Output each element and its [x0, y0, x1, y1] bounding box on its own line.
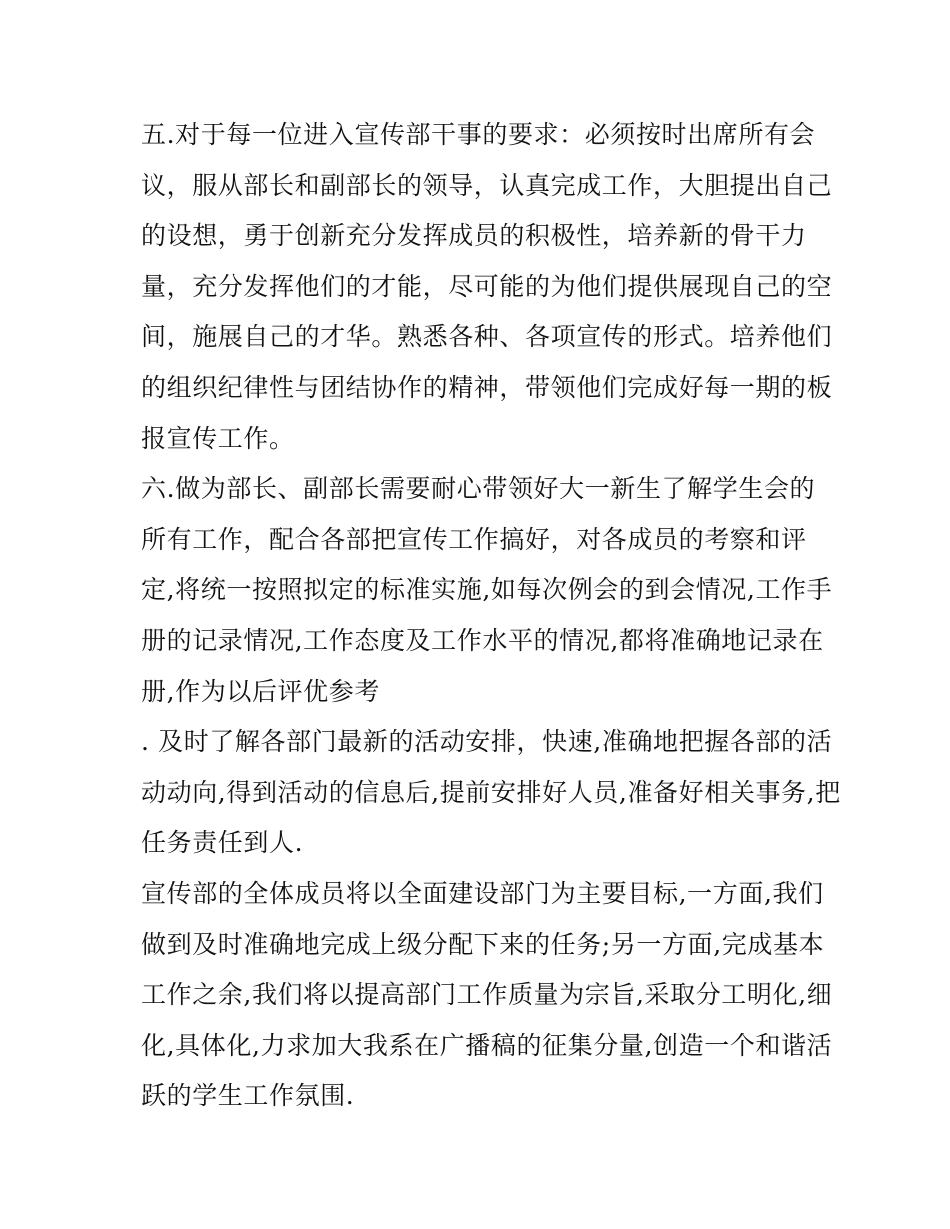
text-line: . 及时了解各部门最新的活动安排，快速,准确地把握各部的活: [141, 727, 833, 757]
text-line: 任务责任到人.: [141, 828, 304, 858]
text-line: 跃的学生工作氛围.: [141, 1081, 355, 1111]
text-line: 定,将统一按照拟定的标准实施,如每次例会的到会情况,工作手: [141, 575, 833, 605]
text-line: 报宣传工作。: [141, 423, 295, 453]
text-line: 做到及时准确地完成上级分配下来的任务;另一方面,完成基本: [141, 929, 825, 959]
text-line: 宣传部的全体成员将以全面建设部门为主要目标,一方面,我们: [141, 878, 824, 908]
text-line: 所有工作，配合各部把宣传工作搞好，对各成员的考察和评: [141, 524, 807, 554]
text-line: 的设想，勇于创新充分发挥成员的积极性，培养新的骨干力: [141, 221, 807, 251]
text-line: 工作之余,我们将以提高部门工作质量为宗旨,采取分工明化,细: [141, 980, 833, 1010]
text-line: 五.对于每一位进入宣传部干事的要求：必须按时出席所有会: [141, 120, 816, 149]
text-line: 六.做为部长、副部长需要耐心带领好大一新生了解学生会的: [141, 474, 816, 504]
document-body: [141, 110, 841, 1122]
text-line: 册的记录情况,工作态度及工作水平的情况,都将准确地记录在: [141, 625, 824, 655]
text-line: 化,具体化,力求加大我系在广播稿的征集分量,创造一个和谐活: [141, 1030, 833, 1060]
text-line: 议，服从部长和副部长的领导，认真完成工作，大胆提出自己: [141, 170, 833, 200]
text-line: 动动向,得到活动的信息后,提前安排好人员,准备好相关事务,把: [141, 777, 841, 807]
text-line: 间，施展自己的才华。熟悉各种、各项宣传的形式。培养他们: [141, 322, 833, 352]
text-line: 的组织纪律性与团结协作的精神，带领他们完成好每一期的板: [141, 372, 833, 402]
text-line: 量，充分发挥他们的才能，尽可能的为他们提供展现自己的空: [141, 271, 833, 301]
text-line: 册,作为以后评优参考: [141, 676, 380, 706]
